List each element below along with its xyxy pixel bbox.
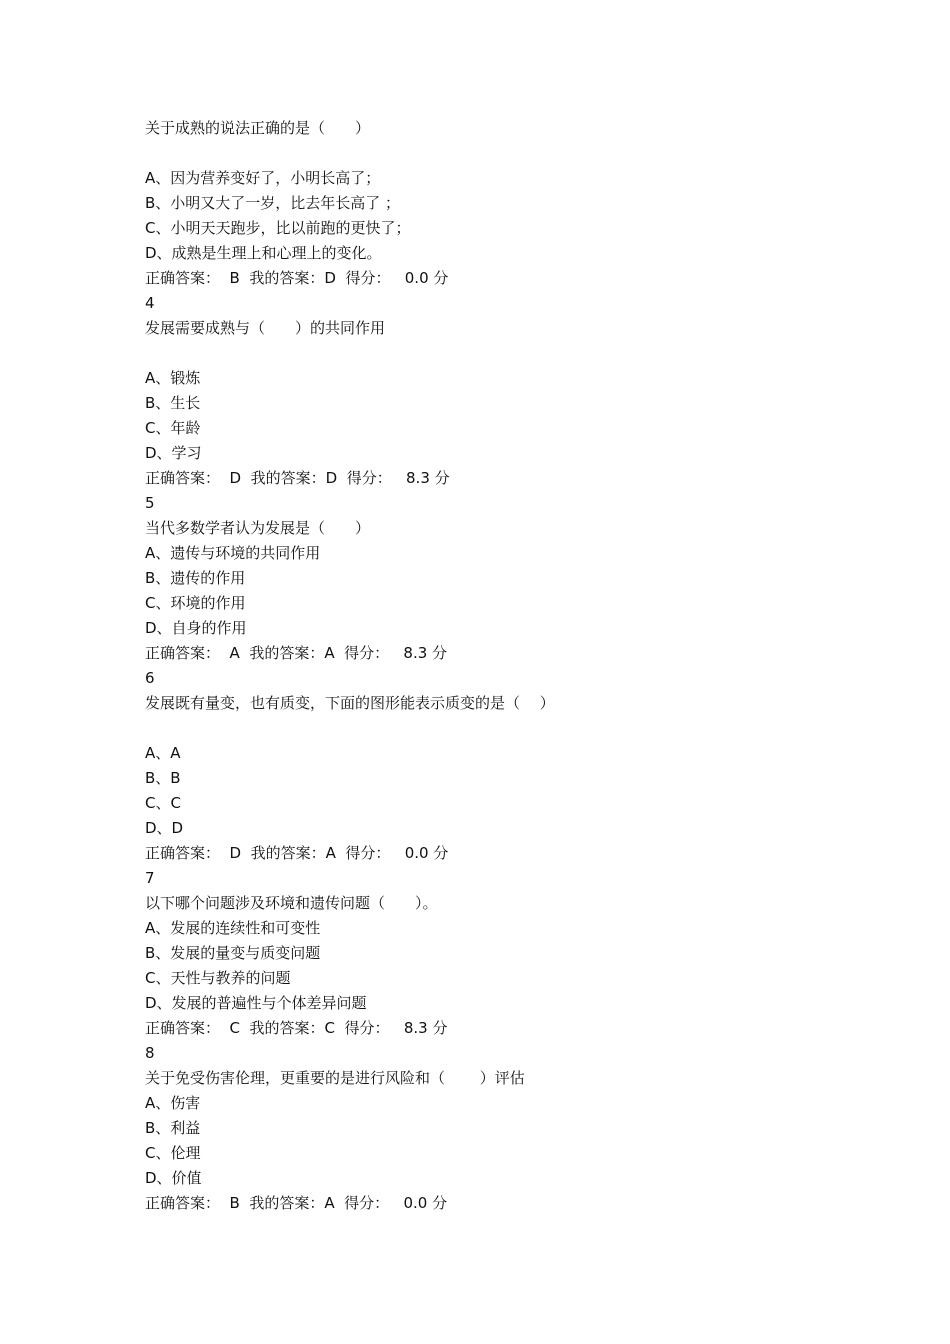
option-a: A、发展的连续性和可变性	[145, 919, 321, 937]
question-stem: 发展需要成熟与（ ）的共同作用	[145, 319, 386, 337]
answer-result: 正确答案： A 我的答案：A 得分： 8.3 分	[145, 644, 448, 662]
question-block	[145, 116, 905, 291]
option-b: B、小明又大了一岁，比去年长高了 ；	[145, 194, 401, 212]
answer-result: 正确答案： B 我的答案：D 得分： 0.0 分	[145, 269, 449, 287]
option-c: C、环境的作用	[145, 594, 246, 612]
blank-line	[145, 716, 905, 741]
option-d: D、D	[145, 819, 184, 837]
question-stem: 关于免受伤害伦理，更重要的是进行风险和（ ）评估	[145, 1069, 525, 1087]
question-number: 5	[145, 494, 155, 512]
option-d: D、自身的作用	[145, 619, 247, 637]
option-d: D、学习	[145, 444, 202, 462]
question-block	[145, 866, 905, 1041]
blank-line	[145, 141, 905, 166]
option-c: C、天性与教养的问题	[145, 969, 291, 987]
quiz-document	[145, 116, 905, 1216]
question-number: 6	[145, 669, 155, 687]
option-a: A、伤害	[145, 1094, 201, 1112]
question-block	[145, 666, 905, 866]
question-number: 7	[145, 869, 155, 887]
option-c: C、小明天天跑步，比以前跑的更快了；	[145, 219, 411, 237]
answer-result: 正确答案： D 我的答案：A 得分： 0.0 分	[145, 844, 449, 862]
option-c: C、伦理	[145, 1144, 201, 1162]
option-c: C、年龄	[145, 419, 201, 437]
option-b: B、生长	[145, 394, 201, 412]
option-d: D、价值	[145, 1169, 202, 1187]
question-number: 8	[145, 1044, 155, 1062]
option-a: A、锻炼	[145, 369, 201, 387]
answer-result: 正确答案： C 我的答案：C 得分： 8.3 分	[145, 1019, 448, 1037]
blank-line	[145, 341, 905, 366]
option-a: A、遗传与环境的共同作用	[145, 544, 321, 562]
option-a: A、A	[145, 744, 181, 762]
option-b: B、B	[145, 769, 181, 787]
option-a: A、因为营养变好了，小明长高了；	[145, 169, 381, 187]
question-stem: 关于成熟的说法正确的是（ ）	[145, 119, 371, 137]
answer-result: 正确答案： D 我的答案：D 得分： 8.3 分	[145, 469, 450, 487]
answer-result: 正确答案： B 我的答案：A 得分： 0.0 分	[145, 1194, 448, 1212]
option-d: D、成熟是生理上和心理上的变化。	[145, 244, 382, 262]
option-d: D、发展的普遍性与个体差异问题	[145, 994, 367, 1012]
question-block	[145, 491, 905, 666]
question-block	[145, 1041, 905, 1216]
question-block	[145, 291, 905, 491]
question-stem: 以下哪个问题涉及环境和遗传问题（ ）。	[145, 894, 438, 912]
question-number: 4	[145, 294, 155, 312]
option-b: B、遗传的作用	[145, 569, 246, 587]
question-stem: 发展既有量变，也有质变，下面的图形能表示质变的是（ ）	[145, 694, 555, 712]
question-stem: 当代多数学者认为发展是（ ）	[145, 519, 371, 537]
option-b: B、发展的量变与质变问题	[145, 944, 321, 962]
option-b: B、利益	[145, 1119, 201, 1137]
option-c: C、C	[145, 794, 181, 812]
